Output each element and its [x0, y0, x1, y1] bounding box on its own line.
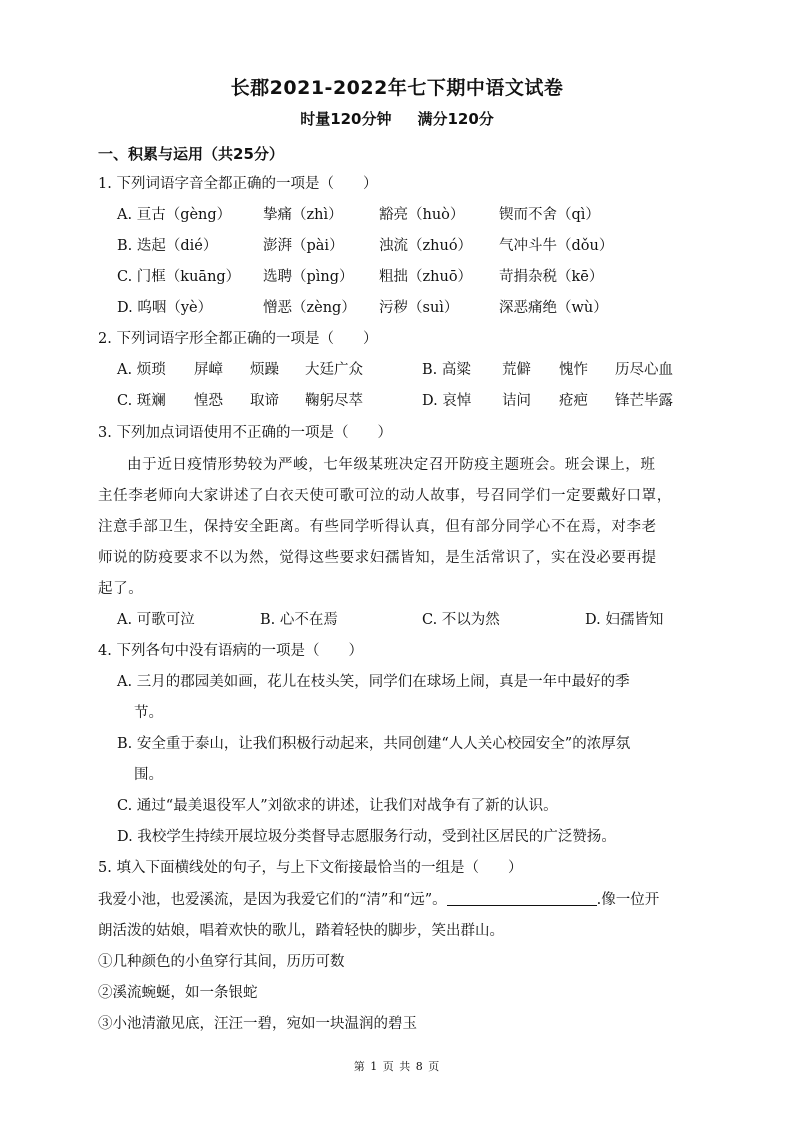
q1-b-2: 澎湃（pài）	[263, 238, 344, 254]
q2-stem: 2. 下列词语字形全都正确的一项是（ ）	[98, 331, 378, 347]
q2-a-3: 烦躁	[250, 362, 279, 378]
q5-stem: 5. 填入下面横线处的句子，与上下文衔接最恰当的一组是（ ）	[98, 860, 523, 876]
q2-c-3: 取谛	[250, 393, 279, 409]
q2-b-2: 荒僻	[502, 362, 531, 378]
q3-option-d: D. 妇孺皆知	[585, 612, 664, 628]
q2-c-4: 鞠躬尽萃	[305, 393, 363, 409]
q4-option-b: B. 安全重于泰山，让我们积极行动起来，共同创建“人人关心校园安全”的浓厚氛	[117, 736, 631, 752]
q2-a-2: 屏嶂	[194, 362, 223, 378]
q3-passage-line-1: 由于近日疫情形势较为严峻，七年级某班决定召开防疫主题班会。班会课上，班	[127, 457, 656, 473]
q3-option-a: A. 可歌可泣	[117, 612, 195, 628]
q1-a-3: 豁亮（huò）	[379, 207, 465, 223]
q3-stem: 3. 下列加点词语使用不正确的一项是（ ）	[98, 425, 392, 441]
exam-title: 长郡2021-2022年七下期中语文试卷	[230, 77, 564, 99]
q5-text-line-1	[98, 890, 659, 910]
q2-b-1: B. 高粱	[422, 362, 471, 378]
q2-d-1: D. 哀悼	[422, 393, 472, 409]
q1-c-3: 粗拙（zhuō）	[379, 269, 473, 285]
q2-c-2: 惶恐	[194, 393, 223, 409]
q1-d-2: 憎恶（zèng）	[263, 300, 356, 316]
q2-d-2: 诘问	[502, 393, 531, 409]
q1-b-1: B. 迭起（dié）	[117, 238, 218, 254]
q5-item-1: ①几种颜色的小鱼穿行其间，历历可数	[98, 954, 345, 970]
q3-passage-line-2: 主任李老师向大家讲述了白衣天使可歌可泣的动人故事，号召同学们一定要戴好口罩，	[98, 488, 672, 504]
q3-option-c: C. 不以为然	[422, 612, 500, 628]
time-limit: 时量120分钟	[300, 110, 392, 128]
q5-item-3: ③小池清澈见底，汪汪一碧，宛如一块温润的碧玉	[98, 1016, 417, 1032]
q2-d-3: 疮疤	[559, 393, 588, 409]
q4-option-a: A. 三月的郡园美如画，花儿在枝头笑，同学们在球场上闹，真是一年中最好的季	[117, 674, 630, 690]
q4-option-a-cont: 节。	[134, 705, 163, 721]
answer-blank	[447, 891, 597, 906]
q2-a-4: 大廷广众	[305, 362, 363, 378]
q3-passage-line-5: 起了。	[98, 581, 144, 597]
q3-passage-line-4: 师说的防疫要求不以为然，觉得这些要求妇孺皆知，是生活常识了，实在没必要再提	[98, 550, 657, 566]
q2-b-4: 历尽心血	[615, 362, 673, 378]
q1-d-4: 深恶痛绝（wù）	[499, 300, 608, 316]
q2-a-1: A. 烦琐	[117, 362, 166, 378]
q1-b-4: 气冲斗牛（dǒu）	[499, 238, 614, 254]
q1-a-1: A. 亘古（gèng）	[117, 207, 232, 223]
page-footer: 第 1 页 共 8 页	[353, 1060, 441, 1073]
q1-d-3: 污秽（suì）	[379, 300, 459, 316]
q2-b-3: 愧怍	[559, 362, 588, 378]
q1-a-4: 锲而不舍（qì）	[499, 207, 600, 223]
q1-d-1: D. 呜咽（yè）	[117, 300, 213, 316]
q1-c-1: C. 门框（kuāng）	[117, 269, 241, 285]
q4-option-d: D. 我校学生持续开展垃圾分类督导志愿服务行动，受到社区居民的广泛赞扬。	[117, 829, 616, 845]
q2-c-1: C. 斑斓	[117, 393, 166, 409]
q5-text-line-2: 朗活泼的姑娘，唱着欢快的歌儿，踏着轻快的脚步，笑出群山。	[98, 923, 504, 939]
q3-option-b: B. 心不在焉	[260, 612, 338, 628]
q3-passage-line-3: 注意手部卫生，保持安全距离。有些同学听得认真，但有部分同学心不在焉，对李老	[98, 519, 657, 535]
q1-c-4: 苛捐杂税（kē）	[499, 269, 604, 285]
q1-c-2: 选聘（pìng）	[263, 269, 354, 285]
section-heading: 一、积累与运用（共25分）	[98, 145, 284, 163]
q1-a-2: 挚痛（zhì）	[263, 207, 343, 223]
q5-text-after-blank: .像一位开	[596, 892, 660, 908]
q5-text-before-blank: 我爱小池，也爱溪流，是因为我爱它们的“清”和“远”。	[98, 892, 447, 908]
full-score: 满分120分	[417, 110, 494, 128]
q4-stem: 4. 下列各句中没有语病的一项是（ ）	[98, 643, 363, 659]
exam-subtitle	[0, 108, 794, 129]
q4-option-c: C. 通过“最美退役军人”刘欲求的讲述，让我们对战争有了新的认识。	[117, 798, 558, 814]
q2-d-4: 锋芒毕露	[615, 393, 673, 409]
q5-item-2: ②溪流蜿蜒，如一条银蛇	[98, 985, 258, 1001]
q1-stem: 1. 下列词语字音全都正确的一项是（ ）	[98, 176, 378, 192]
q1-b-3: 浊流（zhuó）	[379, 238, 473, 254]
q4-option-b-cont: 围。	[134, 767, 163, 783]
